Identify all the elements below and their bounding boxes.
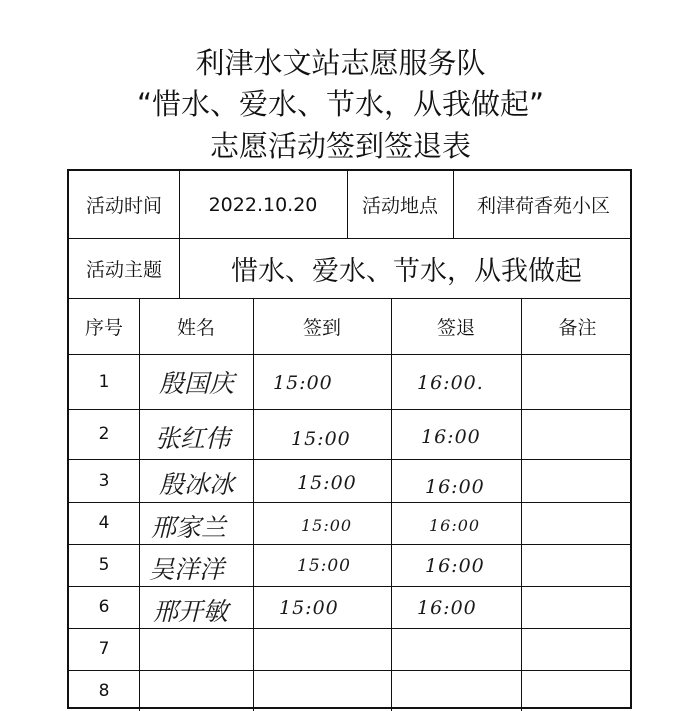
row-sign-in-time: 15:00 bbox=[301, 516, 353, 535]
row-sign-out-time bbox=[391, 670, 521, 711]
row-remark bbox=[521, 670, 634, 711]
row-signature-name bbox=[139, 670, 253, 711]
title-line-1: 利津水文站志愿服务队 bbox=[195, 46, 486, 80]
row-sign-out-time: 16:00. bbox=[417, 372, 484, 394]
row-remark bbox=[521, 459, 634, 502]
title-line-2: “惜水、爱水、节水，从我做起” bbox=[136, 87, 545, 121]
row-sign-in-time bbox=[253, 670, 391, 711]
row-number: 8 bbox=[98, 680, 110, 701]
row-signature-name: 吴洋洋 bbox=[149, 555, 225, 584]
row-number: 5 bbox=[98, 555, 110, 575]
activity-theme-value: 惜水、爱水、节水，从我做起 bbox=[231, 255, 582, 287]
activity-place-value: 利津荷香苑小区 bbox=[476, 195, 610, 217]
row-sign-out-time: 16:00 bbox=[425, 555, 485, 577]
row-number: 2 bbox=[98, 424, 110, 444]
activity-place-label: 活动地点 bbox=[361, 195, 438, 217]
row-signature-name: 邢家兰 bbox=[151, 513, 227, 542]
row-signature-name: 殷国庆 bbox=[159, 369, 235, 398]
row-sign-in-time: 15:00 bbox=[297, 472, 357, 494]
sign-in-sheet-table bbox=[67, 169, 632, 709]
row-sign-out-time: 16:00 bbox=[421, 426, 481, 448]
row-signature-name: 邢开敏 bbox=[153, 597, 229, 626]
row-remark bbox=[521, 502, 634, 544]
activity-time-label: 活动时间 bbox=[85, 195, 162, 217]
row-remark bbox=[521, 354, 634, 409]
row-number: 4 bbox=[98, 513, 110, 533]
row-number: 6 bbox=[98, 597, 110, 617]
header-remark: 备注 bbox=[558, 316, 597, 339]
row-sign-in-time: 15:00 bbox=[291, 428, 351, 450]
row-sign-in-time: 15:00 bbox=[279, 597, 339, 619]
row-signature-name: 张红伟 bbox=[155, 424, 231, 453]
row-remark bbox=[521, 544, 634, 586]
header-name: 姓名 bbox=[176, 316, 215, 339]
row-remark bbox=[521, 586, 634, 628]
row-sign-out-time bbox=[391, 628, 521, 670]
row-signature-name: 殷冰冰 bbox=[159, 470, 235, 499]
row-number: 3 bbox=[98, 470, 110, 491]
row-remark bbox=[521, 409, 634, 459]
row-sign-out-time: 16:00 bbox=[429, 516, 481, 535]
row-sign-in-time bbox=[253, 628, 391, 670]
row-sign-out-time: 16:00 bbox=[417, 597, 477, 619]
header-number: 序号 bbox=[84, 316, 123, 339]
row-signature-name bbox=[139, 628, 253, 670]
row-number: 1 bbox=[98, 371, 110, 392]
row-sign-in-time: 15:00 bbox=[273, 372, 333, 394]
activity-theme-label: 活动主题 bbox=[85, 258, 162, 281]
row-sign-out-time: 16:00 bbox=[425, 476, 485, 498]
row-remark bbox=[521, 628, 634, 670]
row-sign-in-time: 15:00 bbox=[297, 556, 351, 576]
title-line-3: 志愿活动签到签退表 bbox=[209, 129, 471, 163]
activity-time-value: 2022.10.20 bbox=[208, 193, 318, 216]
row-number: 7 bbox=[98, 639, 110, 659]
header-sign-in: 签到 bbox=[302, 316, 341, 339]
header-sign-out: 签退 bbox=[436, 316, 475, 339]
